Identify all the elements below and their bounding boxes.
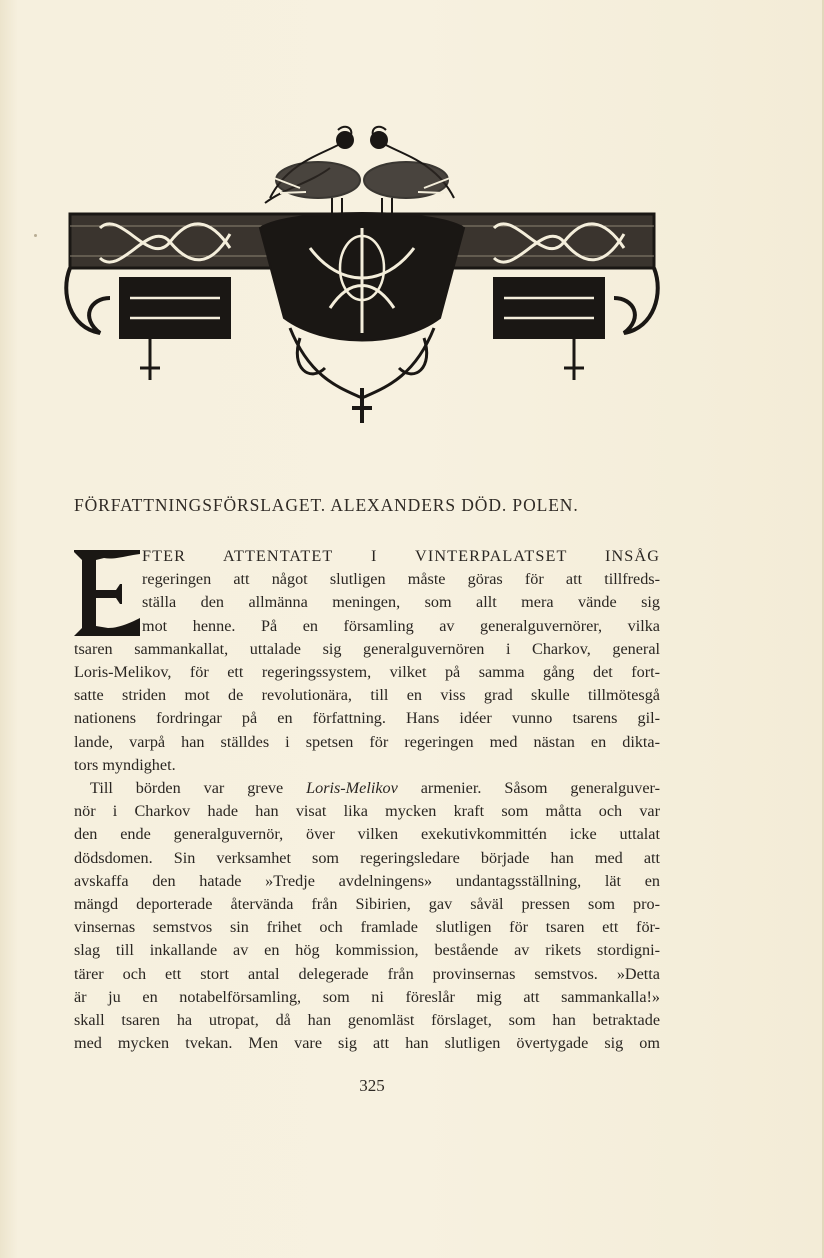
text-line: vinsernas semstvos sin frihet och framlade slutligen för tsaren ett för- bbox=[74, 918, 660, 937]
text-line: FTER ATTENTATET I VINTERPALATSET INSÅG bbox=[142, 547, 660, 565]
right-bird-icon bbox=[364, 127, 454, 213]
text-line: den ende generalguvernör, över vilken exekutivkommittén icke uttalat bbox=[74, 825, 660, 844]
person-name: Loris-Melikov bbox=[306, 779, 398, 798]
text-line: mot henne. På en församling av generalguvernörer, vilka bbox=[142, 616, 660, 635]
text-line: nör i Charkov hade han visat lika mycken kraft som måtta och var bbox=[74, 802, 660, 821]
text-line: regeringen att något slutligen måste göras för att tillfreds- bbox=[142, 570, 660, 589]
text-line: lande, varpå han ställdes i spetsen för regeringen med nästan en dikta- bbox=[74, 732, 660, 751]
text-line: nationens fordringar på en författning. Hans idéer vunno tsarens gil- bbox=[74, 709, 660, 728]
paper-speck bbox=[34, 234, 37, 237]
text-line: Loris-Melikov, för ett regeringssystem, vilket på samma gång det fort- bbox=[74, 663, 660, 682]
body-text bbox=[74, 545, 660, 1055]
text-line: mängd deporterade återvända från Sibirien, gav såväl pressen som pro- bbox=[74, 895, 660, 914]
text-fragment: Till börden var greve bbox=[90, 779, 307, 798]
text-fragment: armenier. Såsom generalguver- bbox=[397, 779, 660, 798]
text-line: tors myndighet. bbox=[74, 755, 176, 774]
text-line: avskaffa den hatade »Tredje avdelningens» undantagsställning, lät en bbox=[74, 871, 660, 890]
text-line: med mycken tvekan. Men vare sig att han slutligen övertygade sig om bbox=[74, 1034, 660, 1053]
text-line: tsaren sammankallat, uttalade sig generalguvernören i Charkov, general bbox=[74, 639, 660, 658]
text-line: skall tsaren ha utropat, då han genomläst förslaget, som han betraktade bbox=[74, 1011, 660, 1030]
text-line: dödsdomen. Sin verksamhet som regeringsledare började han med att bbox=[74, 848, 660, 867]
page-number: 325 bbox=[359, 1076, 385, 1095]
text-line: slag till inkallande av en hög kommission, bestående av rikets stordigni- bbox=[74, 941, 660, 960]
text-line: satte striden mot de revolutionära, till en viss grad skulle tillmötesgå bbox=[74, 686, 660, 705]
headpiece-ornament-icon bbox=[60, 118, 664, 428]
chapter-title: FÖRFATTNINGSFÖRSLAGET. ALEXANDERS DÖD. POLEN. bbox=[74, 495, 579, 515]
text-line: tärer och ett stort antal delegerade från provinsernas semstvos. »Detta bbox=[74, 964, 660, 983]
text-line bbox=[74, 777, 660, 800]
text-line: är ju en notabelförsamling, som ni föreslår mig att sammankalla!» bbox=[74, 987, 660, 1006]
left-bird-icon bbox=[265, 127, 360, 213]
text-line: ställa den allmänna meningen, som allt mera vände sig bbox=[142, 593, 660, 612]
